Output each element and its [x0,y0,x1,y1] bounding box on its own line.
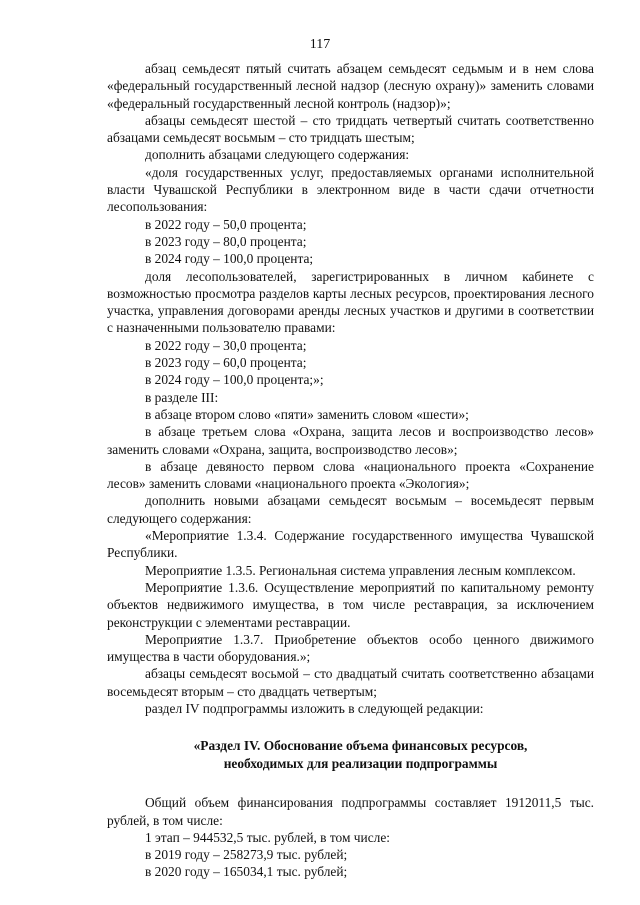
paragraph-17: «Мероприятие 1.3.4. Содержание государственного имущества Чувашской Республики. [107,528,594,561]
section-heading [127,737,594,772]
page-number: 117 [309,37,331,52]
document-body [107,60,594,881]
paragraph-20: Мероприятие 1.3.7. Приобретение объектов особо ценного движимого имущества в части оборудования.»; [107,631,594,665]
paragraph-6: в 2023 году – 80,0 процента; [145,233,307,249]
paragraph-12: в разделе III: [145,389,219,405]
paragraph-18: Мероприятие 1.3.5. Региональная система управления лесным комплексом. [145,562,576,578]
paragraph-16: дополнить новыми абзацами семьдесят восьмым – восемьдесят первым следующего содержания: [107,493,594,526]
financing-paragraph-2: 1 этап – 944532,5 тыс. рублей, в том числе: [145,829,390,845]
financing-paragraph-4: в 2020 году – 165034,1 тыс. рублей; [145,864,348,880]
paragraph-22: раздел IV подпрограммы изложить в следующей редакции: [145,700,484,716]
paragraph-9: в 2022 году – 30,0 процента; [145,337,307,353]
section-heading-line-2: необходимых для реализации подпрограммы [223,755,498,771]
paragraph-8: доля лесопользователей, зарегистрированных в личном кабинете с возможностью просмотра разделов карты лесных ресурсов, проектирования лесного участка, управления договорами аренды лесных участков и другими в соответствии с назначенными пользователю правами: [107,268,594,336]
paragraph-2: абзацы семьдесят шестой – сто тридцать четвертый считать соответственно абзацами семьдесят восьмым – сто тридцать шестым; [107,112,594,146]
paragraph-19: Мероприятие 1.3.6. Осуществление мероприятий по капитальному ремонту объектов недвижимого имущества, в том числе реставрация, за исключением реконструкции с элементами реставрации. [107,579,594,630]
paragraph-14: в абзаце третьем слова «Охрана, защита лесов и воспроизводство лесов» заменить словами «Охрана, защита, воспроизводство лесов»; [107,424,594,457]
paragraph-15: в абзаце девяносто первом слова «национального проекта «Сохранение лесов» заменить словами «национального проекта «Экология»; [107,458,594,492]
section-heading-line-1: «Раздел IV. Обоснование объема финансовых ресурсов, [193,738,528,754]
paragraph-3: дополнить абзацами следующего содержания: [145,147,410,163]
financing-paragraph-3: в 2019 году – 258273,9 тыс. рублей; [145,847,348,863]
paragraph-13: в абзаце втором слово «пяти» заменить словом «шести»; [145,406,469,422]
paragraph-1: абзац семьдесят пятый считать абзацем семьдесят седьмым и в нем слова «федеральный государственный лесной надзор (лесную охрану)» заменить словами «федеральный государственный лесной контроль (надзор)»; [107,61,594,111]
paragraph-5: в 2022 году – 50,0 процента; [145,216,307,232]
paragraph-10: в 2023 году – 60,0 процента; [145,355,307,371]
paragraph-21: абзацы семьдесят восьмой – сто двадцатый считать соответственно абзацами восемьдесят вторым – сто двадцать четвертым; [107,666,594,699]
paragraph-7: в 2024 году – 100,0 процента; [145,251,314,267]
financing-paragraph-1: Общий объем финансирования подпрограммы составляет 1912011,5 тыс. рублей, в том числе: [107,795,594,828]
paragraph-4: «доля государственных услуг, предоставляемых органами исполнительной власти Чувашской Республики в электронном виде в части сдачи отчетности лесопользования: [107,164,594,215]
paragraph-11: в 2024 году – 100,0 процента;»; [145,372,324,388]
